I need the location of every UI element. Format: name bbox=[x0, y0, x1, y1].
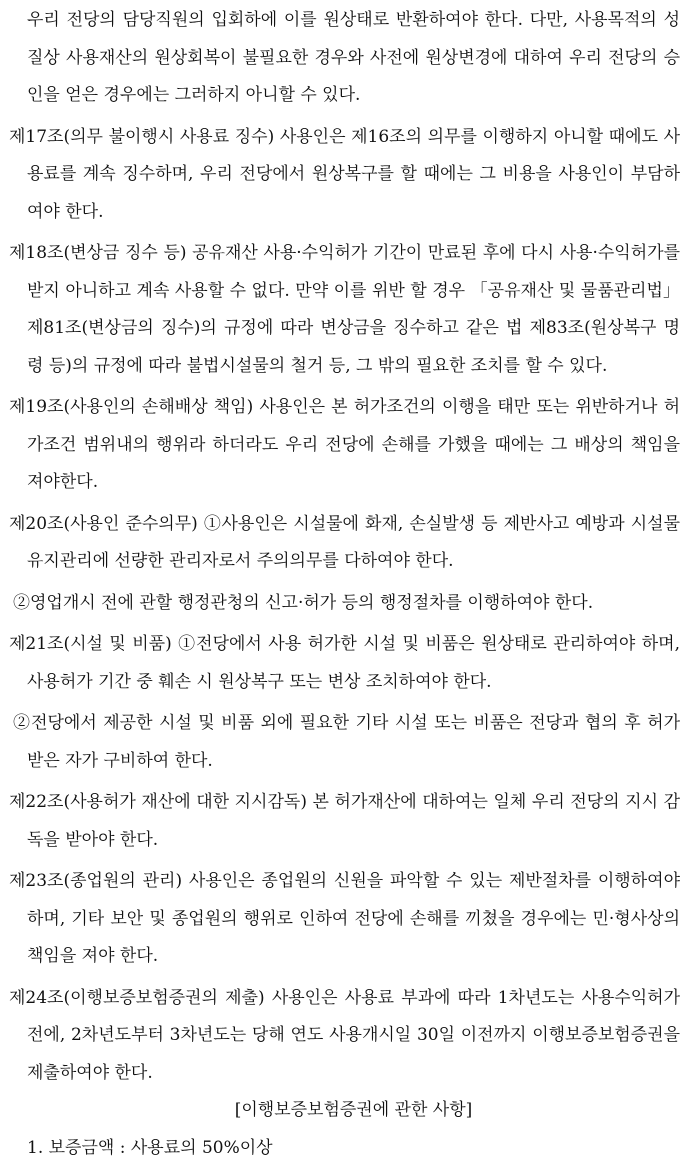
article-17: 제17조(의무 불이행시 사용료 징수) 사용인은 제16조의 의무를 이행하지 아니할 때에도 사용료를 계속 징수하며, 우리 전당에서 원상복구를 할 때에는 그 비용을 사용인이 부담하여야 한다. bbox=[9, 119, 680, 232]
article-18: 제18조(변상금 징수 등) 공유재산 사용·수익허가 기간이 만료된 후에 다시 사용·수익허가를 받지 아니하고 계속 사용할 수 없다. 만약 이를 위반 할 경우 「공유재산 및 물품관리법」 제81조(변상금의 징수)의 규정에 따라 변상금을 징수하고 같은 법 제83조(원상복구 명령 등)의 규정에 따라 불법시설물의 철거 등, 그 밖의 필요한 조치를 할 수 있다. bbox=[9, 235, 680, 385]
article-20-clause-2: ②영업개시 전에 관할 행정관청의 신고·허가 등의 행정절차를 이행하여야 한다. bbox=[9, 585, 680, 623]
article-21-clause-2: ②전당에서 제공한 시설 및 비품 외에 필요한 기타 시설 또는 비품은 전당과 협의 후 허가 받은 자가 구비하여 한다. bbox=[9, 705, 680, 780]
section-heading: [이행보증보험증권에 관한 사항] bbox=[9, 1092, 680, 1130]
paragraph-continuation: 우리 전당의 담당직원의 입회하에 이를 원상태로 반환하여야 한다. 다만, 사용목적의 성질상 사용재산의 원상회복이 불필요한 경우와 사전에 원상변경에 대하여 우리 전당의 승인을 얻은 경우에는 그러하지 아니할 수 있다. bbox=[9, 2, 680, 115]
article-23: 제23조(종업원의 관리) 사용인은 종업원의 신원을 파악할 수 있는 제반절차를 이행하여야 하며, 기타 보안 및 종업원의 행위로 인하여 전당에 손해를 끼쳤을 경우에는 민·형사상의 책임을 져야 한다. bbox=[9, 863, 680, 976]
article-22: 제22조(사용허가 재산에 대한 지시감독) 본 허가재산에 대하여는 일체 우리 전당의 지시 감독을 받아야 한다. bbox=[9, 784, 680, 859]
article-21: 제21조(시설 및 비품) ①전당에서 사용 허가한 시설 및 비품은 원상태로 관리하여야 하며, 사용허가 기간 중 훼손 시 원상복구 또는 변상 조치하여야 한다. bbox=[9, 626, 680, 701]
article-24: 제24조(이행보증보험증권의 제출) 사용인은 사용료 부과에 따라 1차년도는 사용수익허가 전에, 2차년도부터 3차년도는 당해 연도 사용개시일 30일 이전까지 이행보증보험증권을 제출하여야 한다. bbox=[9, 980, 680, 1093]
article-20: 제20조(사용인 준수의무) ①사용인은 시설물에 화재, 손실발생 등 제반사고 예방과 시설물 유지관리에 선량한 관리자로서 주의의무를 다하여야 한다. bbox=[9, 506, 680, 581]
list-item: 1. 보증금액 : 사용료의 50%이상 bbox=[9, 1130, 680, 1167]
article-19: 제19조(사용인의 손해배상 책임) 사용인은 본 허가조건의 이행을 태만 또는 위반하거나 허가조건 범위내의 행위라 하더라도 우리 전당에 손해를 가했을 때에는 그 배상의 책임을 져야한다. bbox=[9, 389, 680, 502]
